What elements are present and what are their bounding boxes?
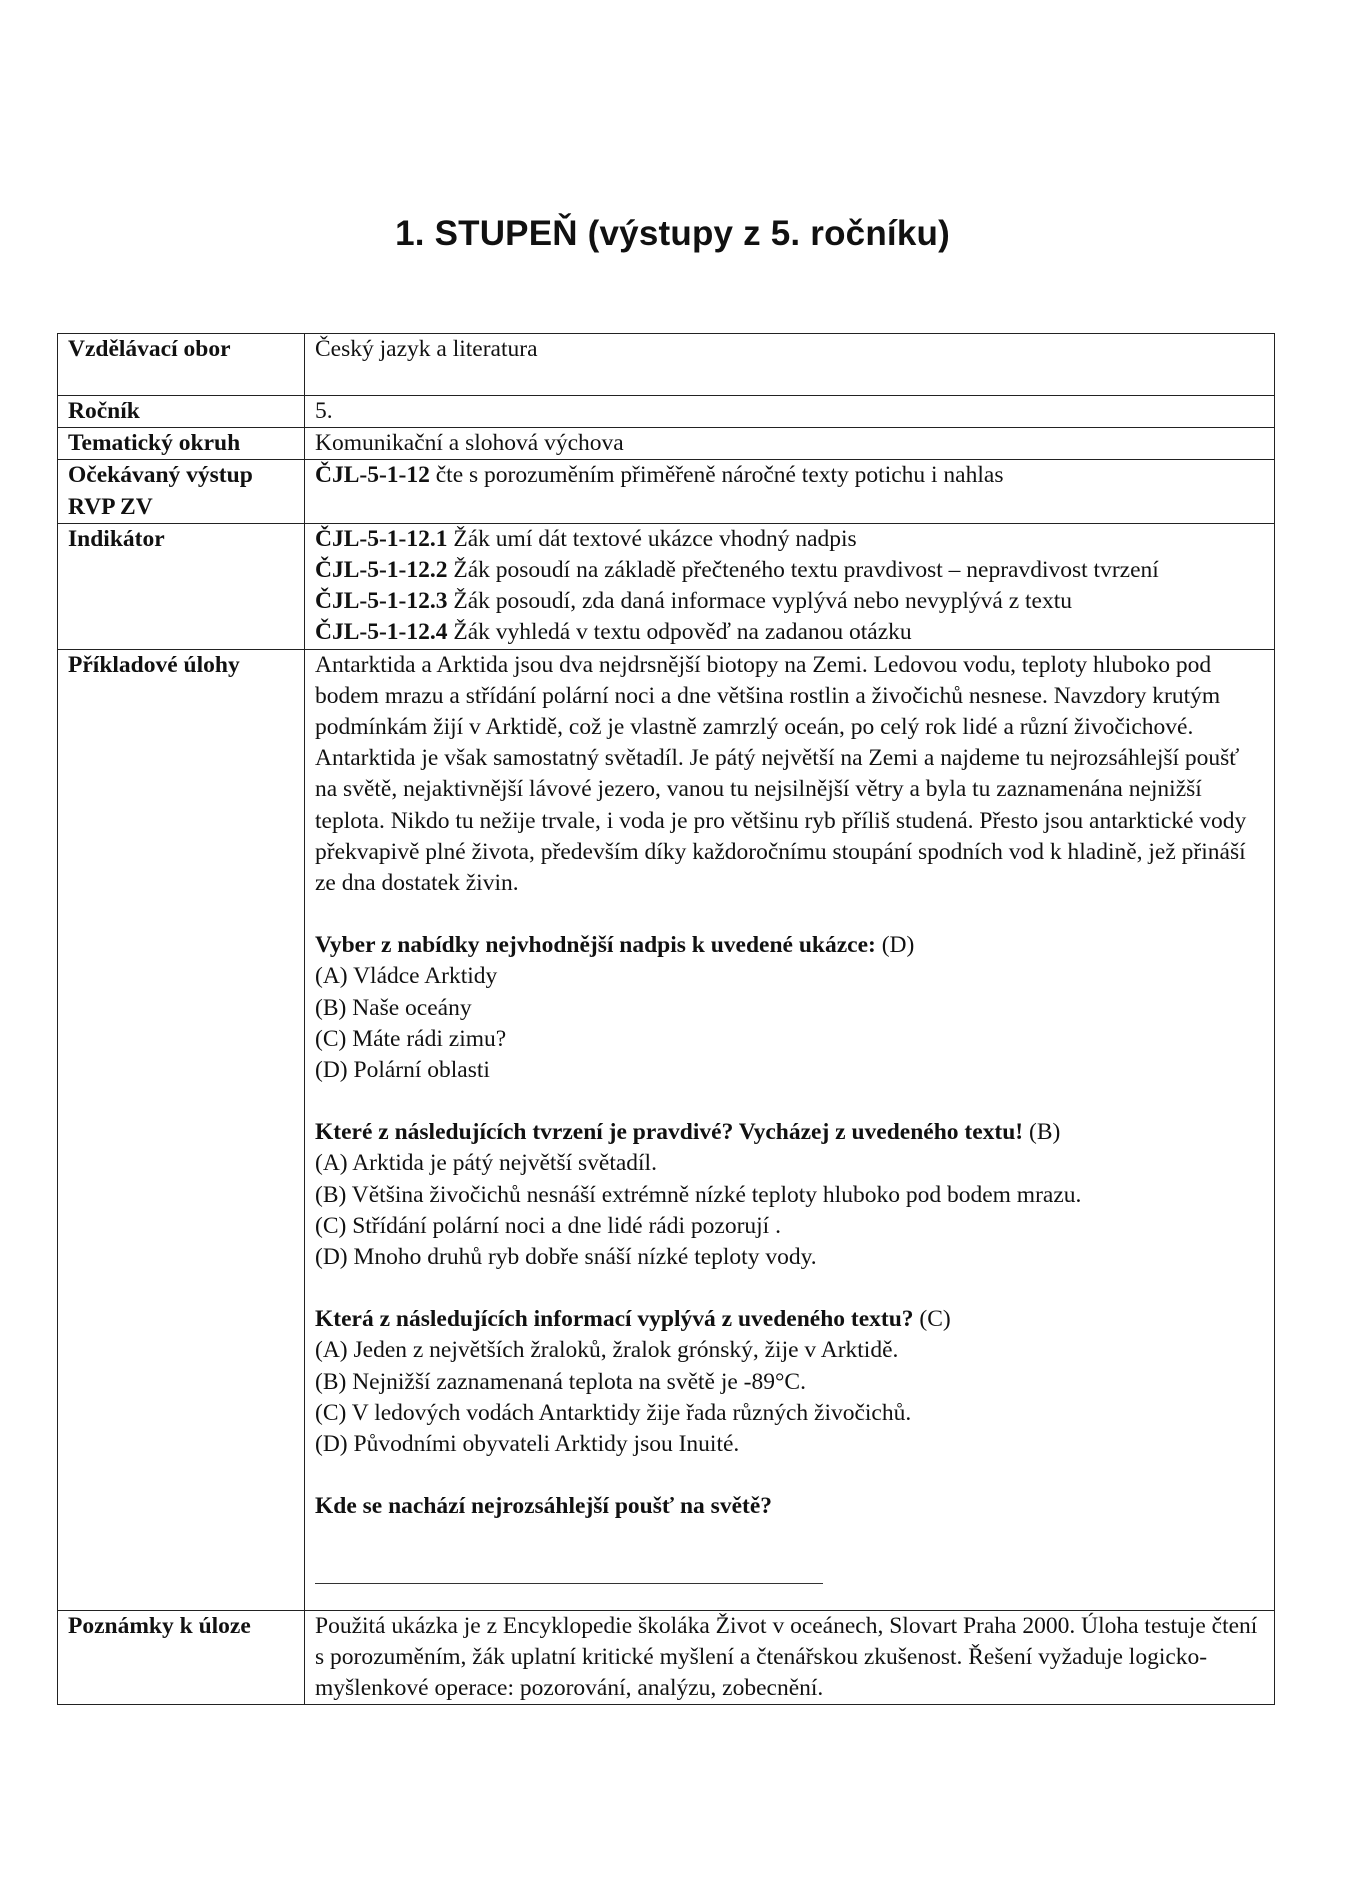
question-text: Která z následujících informací vyplývá z uvedeného textu? [315,1306,914,1333]
question-3 [315,1304,1264,1460]
page-title: 1. STUPEŇ (výstupy z 5. ročníku) [395,214,950,253]
indikator-text: Žák posoudí, zda daná informace vyplývá nebo nevyplývá z textu [447,588,1073,615]
label-okruh: Tematický okruh [58,428,305,460]
value-indikator [305,523,1275,649]
question-line [315,1304,1264,1335]
indikator-code: ČJL-5-1-12.3 [315,588,448,615]
question-answer: (D) [875,932,915,959]
question-1 [315,930,1264,1086]
label-vystup: Očekávaný výstup RVP ZV [58,460,305,523]
option: (A) Arktida je pátý největší světadíl. [315,1150,657,1177]
indikator-code: ČJL-5-1-12.1 [315,525,448,552]
vystup-text: čte s porozuměním přiměřeně náročné texty potichu i nahlas [429,462,1004,489]
indikator-text: Žák umí dát textové ukázce vhodný nadpis [447,525,857,552]
indikator-item [315,586,1264,617]
question-2 [315,1117,1264,1273]
indikator-text: Žák vyhledá v textu odpověď na zadanou otázku [447,619,912,646]
question-answer: (C) [913,1306,951,1333]
row-vystup [58,460,1275,523]
option: (D) Původními obyvateli Arktidy jsou Inuité. [315,1431,740,1458]
value-ulohy [305,649,1275,1610]
option: (A) Vládce Arktidy [315,963,498,990]
value-poznamky: Použitá ukázka je z Encyklopedie školáka Život v oceánech, Slovart Praha 2000. Úloha testuje čtení s porozuměním, žák uplatní kritické myšlení a čtenářskou zkušenost. Řešení vyžaduje logicko-myšlenkové operace: pozorování, analýzu, zobecnění. [305,1610,1275,1705]
row-poznamky [58,1610,1275,1705]
option: (D) Polární oblasti [315,1057,490,1084]
option: (A) Jeden z největších žraloků, žralok grónský, žije v Arktidě. [315,1337,899,1364]
value-rocnik: 5. [305,396,1275,428]
question-text: Které z následujících tvrzení je pravdivé? Vycházej z uvedeného textu! [315,1119,1024,1146]
indikator-item [315,524,1264,555]
question-4 [315,1491,1264,1609]
value-vystup [305,460,1275,523]
label-obor: Vzdělávací obor [58,334,305,396]
option: (B) Nejnižší zaznamenaná teplota na světě je -89°C. [315,1368,806,1395]
indikator-code: ČJL-5-1-12.4 [315,619,448,646]
label-poznamky: Poznámky k úloze [58,1610,305,1705]
question-text: Kde se nachází nejrozsáhlejší poušť na světě? [315,1493,772,1520]
label-ulohy: Příkladové úlohy [58,649,305,1610]
option: (B) Většina živočichů nesnáší extrémně nízké teploty hluboko pod bodem mrazu. [315,1181,1082,1208]
value-obor: Český jazyk a literatura [305,334,1275,396]
value-okruh: Komunikační a slohová výchova [305,428,1275,460]
row-okruh [58,428,1275,460]
option: (C) Máte rádi zimu? [315,1025,507,1052]
option: (C) V ledových vodách Antarktidy žije řada různých živočichů. [315,1399,912,1426]
option: (B) Naše oceány [315,994,472,1021]
vystup-code: ČJL-5-1-12 [315,462,430,489]
indikator-text: Žák posoudí na základě přečteného textu pravdivost – nepravdivost tvrzení [447,557,1159,584]
option: (C) Střídání polární noci a dne lidé rádi pozorují . [315,1212,781,1239]
row-indikator [58,523,1275,649]
question-line [315,1117,1264,1148]
question-text: Vyber z nabídky nejvhodnější nadpis k uvedené ukázce: [315,932,876,959]
label-indikator: Indikátor [58,523,305,649]
question-line [315,930,1264,961]
label-rocnik: Ročník [58,396,305,428]
indikator-code: ČJL-5-1-12.2 [315,557,448,584]
row-ulohy [58,649,1275,1610]
task-table [57,333,1275,1705]
option: (D) Mnoho druhů ryb dobře snáší nízké teploty vody. [315,1244,817,1271]
indikator-item [315,555,1264,586]
row-obor [58,334,1275,396]
row-rocnik [58,396,1275,428]
passage: Antarktida a Arktida jsou dva nejdrsnější biotopy na Zemi. Ledovou vodu, teploty hluboko pod bodem mrazu a střídání polární noci a dne většina rostlin a živočichů nesnese. Navzdory krutým podmínkám žijí v Arktidě, což je vlastně zamrzlý oceán, po celý rok lidé a různí živočichové. Antarktida je však samostatný světadíl. Je pátý největší na Zemi a najdeme tu nejrozsáhlejší poušť na světě, nejaktivnější lávové jezero, vanou tu nejsilnější větry a byla tu zaznamenána nejnižší teplota. Nikdo tu nežije trvale, i voda je pro většinu ryb příliš studená. Přesto jsou antarktické vody překvapivě plné života, především díky každoročnímu stoupání spodních vod k hladině, jež přináší ze dna dostatek živin. [315,651,1247,897]
indikator-item [315,617,1264,648]
question-answer: (B) [1023,1119,1061,1146]
